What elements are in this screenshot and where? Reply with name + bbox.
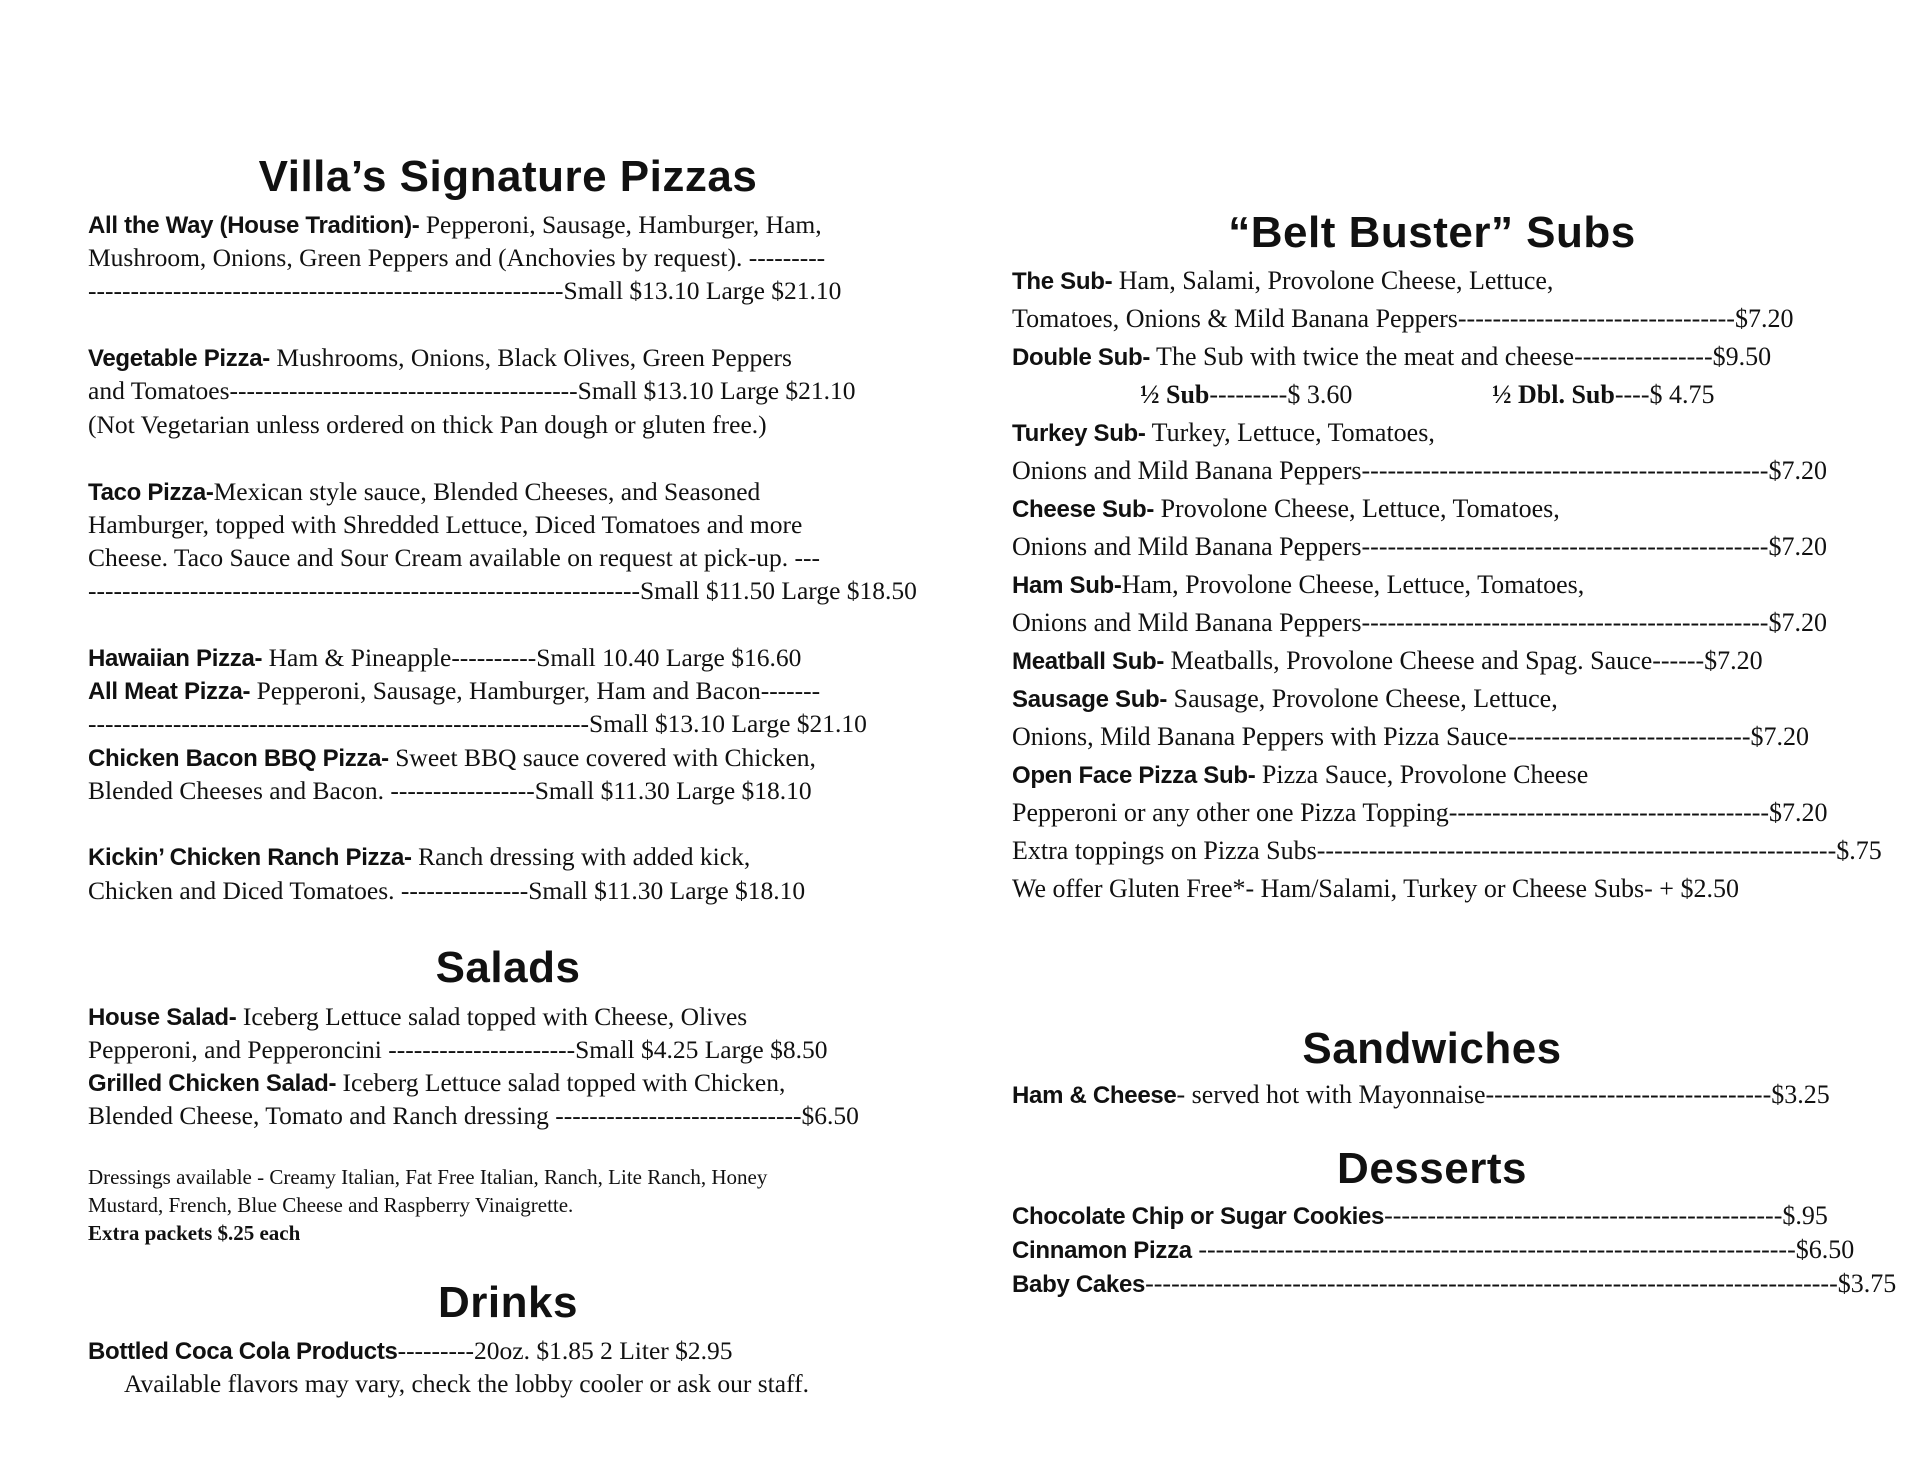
menu-line: Onions, Mild Banana Peppers with Pizza Sauce----------------------------$7.20 [1012,722,1809,751]
menu-line: We offer Gluten Free*- Ham/Salami, Turkey or Cheese Subs- + $2.50 [1012,874,1739,903]
menu-line: Bottled Coca Cola Products---------20oz. $1.85 2 Liter $2.95 [88,1336,733,1365]
sandwiches-title: Sandwiches [1302,1024,1562,1073]
menu-line: Turkey Sub- Turkey, Lettuce, Tomatoes, [1012,418,1435,447]
menu-line: Chicken Bacon BBQ Pizza- Sweet BBQ sauce covered with Chicken, [88,743,816,772]
desserts-title: Desserts [1337,1144,1527,1193]
menu-line: Pepperoni, and Pepperoncini ----------------------Small $4.25 Large $8.50 [88,1035,828,1064]
menu-line: Baby Cakes--------------------------------------------------------------------------------$3.75 [1012,1269,1897,1298]
extra-packets-note: Extra packets $.25 each [88,1221,301,1245]
menu-line: Kickin’ Chicken Ranch Pizza- Ranch dressing with added kick, [88,842,751,871]
menu-line: Sausage Sub- Sausage, Provolone Cheese, Lettuce, [1012,684,1558,713]
menu-line: --------------------------------------------------------Small $13.10 Large $21.10 [88,276,842,305]
menu-line: Meatball Sub- Meatballs, Provolone Cheese and Spag. Sauce------$7.20 [1012,646,1763,675]
menu-line: Open Face Pizza Sub- Pizza Sauce, Provolone Cheese [1012,760,1589,789]
menu-line: All the Way (House Tradition)- Pepperoni, Sausage, Hamburger, Ham, [88,210,822,239]
dressings-note: Dressings available - Creamy Italian, Fat Free Italian, Ranch, Lite Ranch, Honey [88,1165,768,1189]
menu-line: Double Sub- The Sub with twice the meat and cheese----------------$9.50 [1012,342,1772,371]
menu-line: -----------------------------------------------------------Small $13.10 Large $21.10 [88,709,867,738]
dressings-note: Mustard, French, Blue Cheese and Raspberry Vinaigrette. [88,1193,574,1217]
menu-line: Cheese. Taco Sauce and Sour Cream available on request at pick-up. --- [88,543,821,572]
menu-line: All Meat Pizza- Pepperoni, Sausage, Hamburger, Ham and Bacon------- [88,676,821,705]
menu-line: Blended Cheeses and Bacon. -----------------Small $11.30 Large $18.10 [88,776,812,805]
menu-line: Hawaiian Pizza- Ham & Pineapple----------Small 10.40 Large $16.60 [88,643,802,672]
salads-title: Salads [435,943,581,992]
menu-line: Pepperoni or any other one Pizza Topping-------------------------------------$7.20 [1012,798,1828,827]
menu-line: Ham & Cheese- served hot with Mayonnaise---------------------------------$3.25 [1012,1080,1830,1109]
menu-line: Onions and Mild Banana Peppers-----------------------------------------------$7.20 [1012,532,1827,561]
menu-line: Ham Sub-Ham, Provolone Cheese, Lettuce, Tomatoes, [1012,570,1585,599]
menu-line: Onions and Mild Banana Peppers-----------------------------------------------$7.20 [1012,608,1827,637]
menu-line: (Not Vegetarian unless ordered on thick Pan dough or gluten free.) [88,410,767,439]
menu-line: Hamburger, topped with Shredded Lettuce, Diced Tomatoes and more [88,510,803,539]
subs-title: “Belt Buster” Subs [1228,208,1636,257]
pizzas-title: Villa’s Signature Pizzas [258,152,758,201]
menu-line: Cinnamon Pizza ---------------------------------------------------------------------$6.50 [1012,1235,1855,1264]
menu-line: -----------------------------------------------------------------Small $11.50 Large $18.50 [88,576,917,605]
menu-line: Extra toppings on Pizza Subs------------------------------------------------------------$.75 [1012,836,1882,865]
menu-line: Vegetable Pizza- Mushrooms, Onions, Black Olives, Green Peppers [88,343,792,372]
drinks-note: Available flavors may vary, check the lobby cooler or ask our staff. [124,1369,809,1398]
menu-line: Chicken and Diced Tomatoes. ---------------Small $11.30 Large $18.10 [88,876,806,905]
menu-line: Blended Cheese, Tomato and Ranch dressing -----------------------------$6.50 [88,1101,859,1130]
menu-line: Grilled Chicken Salad- Iceberg Lettuce salad topped with Chicken, [88,1068,786,1097]
menu-line: Taco Pizza-Mexican style sauce, Blended Cheeses, and Seasoned [88,477,761,506]
menu-line: Tomatoes, Onions & Mild Banana Peppers--------------------------------$7.20 [1012,304,1794,333]
menu-line: Cheese Sub- Provolone Cheese, Lettuce, Tomatoes, [1012,494,1560,523]
menu-line: The Sub- Ham, Salami, Provolone Cheese, Lettuce, [1012,266,1554,295]
menu-line: and Tomatoes-----------------------------------------Small $13.10 Large $21.10 [88,376,856,405]
menu-line: Chocolate Chip or Sugar Cookies----------------------------------------------$.95 [1012,1201,1828,1230]
half-sub-line: ½ Sub---------$ 3.60 [1140,380,1353,409]
menu-line: House Salad- Iceberg Lettuce salad topped with Cheese, Olives [88,1002,748,1031]
menu-line: Mushroom, Onions, Green Peppers and (Anchovies by request). --------- [88,243,826,272]
menu-line: Onions and Mild Banana Peppers-----------------------------------------------$7.20 [1012,456,1827,485]
half-dbl-sub-line: ½ Dbl. Sub----$ 4.75 [1492,380,1715,409]
drinks-title: Drinks [438,1278,578,1327]
